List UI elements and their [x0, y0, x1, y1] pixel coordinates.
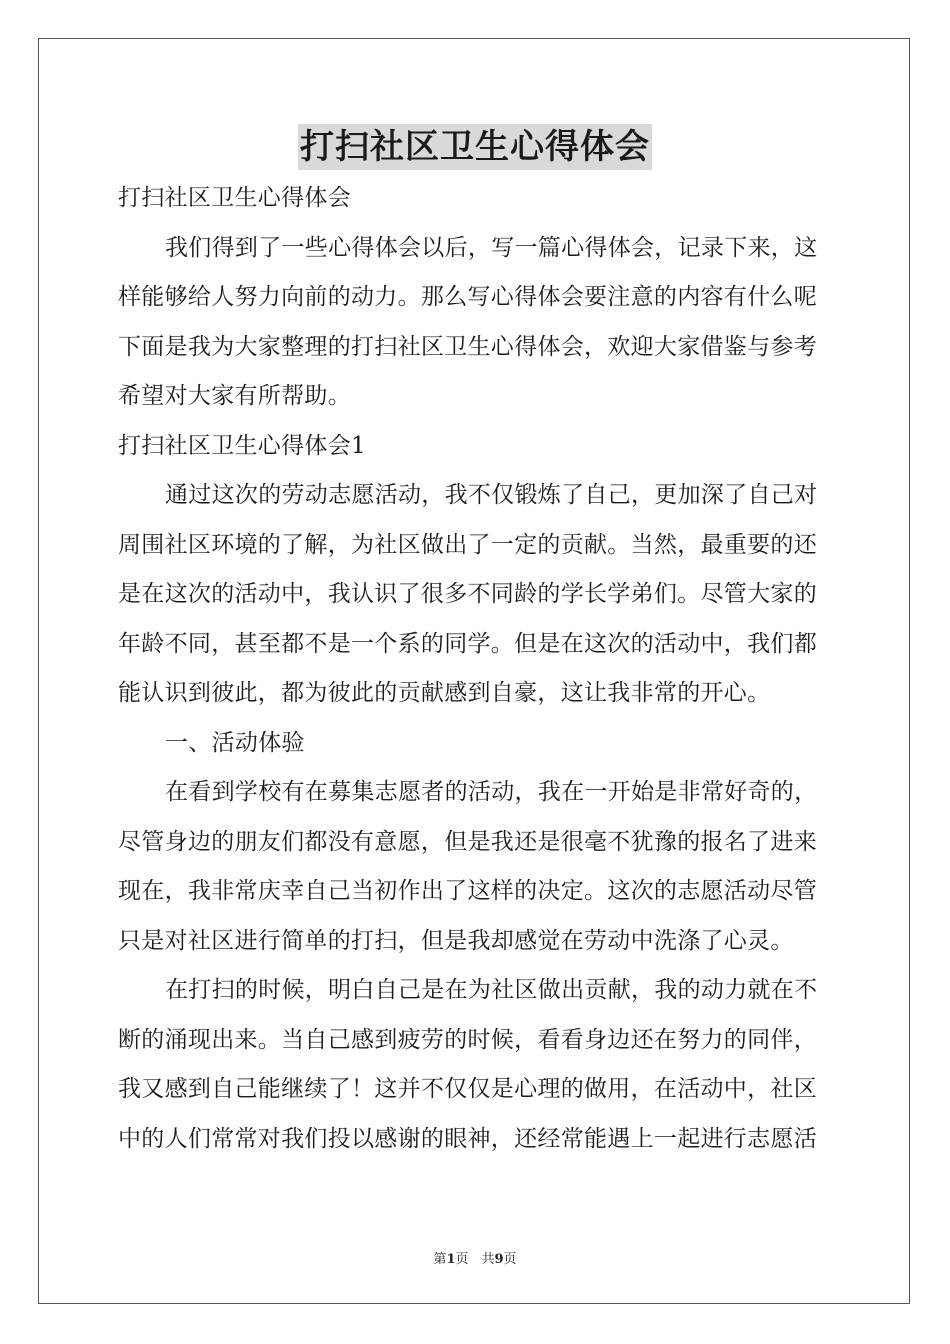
title-container: [0, 124, 950, 170]
page-current-number: 1: [446, 1252, 456, 1267]
body-line: 我又感到自己能继续了！这并不仅仅是心理的做用，在活动中，社区: [118, 1076, 817, 1102]
body-line: 下面是我为大家整理的打扫社区卫生心得体会，欢迎大家借鉴与参考: [118, 333, 817, 360]
body-line: 断的涌现出来。当自己感到疲劳的时候，看看身边还在努力的同伴，: [118, 1026, 817, 1053]
body-line: 在打扫的时候，明白自己是在为社区做出贡献，我的动力就在不: [165, 977, 818, 1003]
body-line: 能认识到彼此，都为彼此的贡献感到自豪，这让我非常的开心。: [118, 680, 771, 706]
document-body: [118, 174, 834, 1164]
body-line: 样能够给人努力向前的动力。那么写心得体会要注意的内容有什么呢: [118, 284, 817, 310]
body-line: 打扫社区卫生心得体会: [118, 185, 351, 211]
document-title: 打扫社区卫生心得体会: [298, 124, 652, 170]
body-line: 打扫社区卫生心得体会1: [118, 432, 366, 459]
page-footer: [0, 1248, 950, 1267]
body-line: 尽管身边的朋友们都没有意愿，但是我还是很毫不犹豫的报名了进来: [118, 828, 817, 855]
page-total-number: 9: [494, 1252, 504, 1267]
page-prefix: 第: [433, 1252, 447, 1267]
body-line: 年龄不同，甚至都不是一个系的同学。但是在这次的活动中，我们都: [118, 630, 817, 657]
page-suffix: 页: [503, 1252, 517, 1267]
body-line: 我们得到了一些心得体会以后，写一篇心得体会，记录下来，这: [165, 234, 818, 261]
body-line: 现在，我非常庆幸自己当初作出了这样的决定。这次的志愿活动尽管: [118, 878, 817, 904]
body-line: 是在这次的活动中，我认识了很多不同龄的学长学弟们。尽管大家的: [118, 581, 817, 607]
body-line: 中的人们常常对我们投以感谢的眼神，还经常能遇上一起进行志愿活: [118, 1125, 817, 1152]
body-line: 在看到学校有在募集志愿者的活动，我在一开始是非常好奇的，: [165, 779, 818, 805]
page-mid: 页 共: [455, 1252, 495, 1267]
body-line: 只是对社区进行简单的打扫，但是我却感觉在劳动中洗涤了心灵。: [118, 927, 794, 954]
body-line: 希望对大家有所帮助。: [118, 383, 351, 409]
body-line: 通过这次的劳动志愿活动，我不仅锻炼了自己，更加深了自己对: [165, 482, 818, 508]
body-line: 周围社区环境的了解，为社区做出了一定的贡献。当然，最重要的还: [118, 531, 817, 558]
body-line: 一、活动体验: [165, 729, 305, 756]
